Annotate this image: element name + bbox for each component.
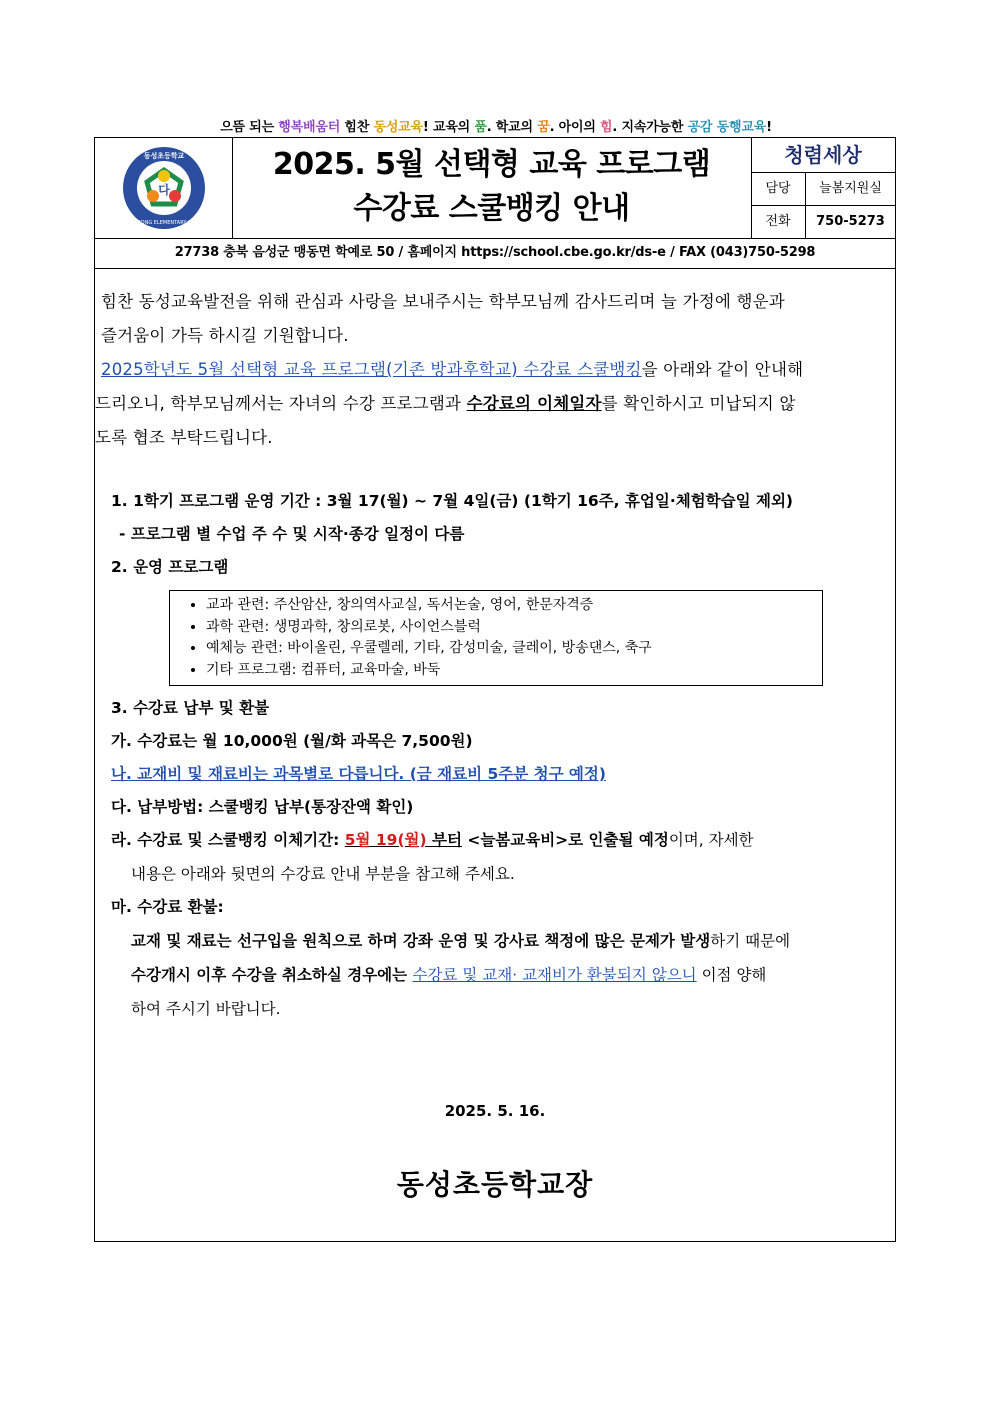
intro-emphasis: 수강료의 이체일자 <box>466 394 602 413</box>
logo-center-text: 다 <box>158 183 170 197</box>
item-ga: 가. 수강료는 월 10,000원 (월/화 과목은 7,500원) <box>111 732 473 750</box>
item-na-text: 나. 교재비 및 재료비는 과목별로 다릅니다. (금 재료비 5주분 청구 예정) <box>111 765 606 783</box>
program-item: • 과학 관련: 생명과학, 창의로봇, 사이언스블럭 <box>206 617 822 639</box>
intro-line: 즐거움이 가득 하시길 기원합니다. <box>101 326 349 345</box>
slogan-text: ! 교육의 <box>422 120 475 135</box>
slogan-text: 힘 <box>600 120 613 135</box>
address-line: 27738 충북 음성군 맹동면 학예로 50 / 홈페이지 https://school.cbe.go.kr/ds-e / FAX (043)750-5298 <box>95 238 895 269</box>
payment-start-date: 5월 19(월) <box>344 831 427 849</box>
slogan-text: 동성교육 <box>373 120 423 135</box>
integrity-brand <box>751 138 895 173</box>
contact-key: 담당 <box>751 173 806 205</box>
item-ra <box>95 824 895 857</box>
slogan-text: 힘찬 <box>340 120 374 135</box>
logo-bottom-text: DONGSEONG ELEMENTARY SCHOOL <box>118 220 210 226</box>
slogan-text: 으뜸 되는 <box>220 120 279 135</box>
contact-row <box>751 173 895 206</box>
item-ra-text: <늘봄교육비>로 인출될 예정 <box>461 831 669 849</box>
item-ra-line2: 내용은 아래와 뒷면의 수강료 안내 부분을 참고해 주세요. <box>131 865 515 883</box>
contact-value: 750-5273 <box>816 214 885 229</box>
refund-text: 이점 양해 <box>696 966 767 984</box>
document-frame <box>94 137 896 1242</box>
section-1: 1. 1학기 프로그램 운영 기간 : 3월 17(월) ~ 7월 4일(금) (1학기 16주, 휴업일·체험학습일 제외) <box>111 492 793 510</box>
intro-line <box>95 387 889 421</box>
slogan-text: 공감 동행교육 <box>687 120 767 135</box>
slogan-text: 품 <box>474 120 487 135</box>
intro-highlight: 2025학년도 5월 선택형 교육 프로그램(기존 방과후학교) 수강료 스쿨뱅킹 <box>101 360 642 379</box>
program-item: • 예체능 관련: 바이올린, 우쿨렐레, 기타, 감성미술, 클레이, 방송댄스, 축구 <box>206 638 822 660</box>
program-list <box>170 595 822 681</box>
intro-text: 을 아래와 같이 안내해 <box>641 360 804 379</box>
program-item: • 기타 프로그램: 컴퓨터, 교육마술, 바둑 <box>206 660 822 682</box>
principal-signature: 동성초등학교장 <box>396 1168 594 1201</box>
slogan-text: ! <box>766 120 772 135</box>
contact-value: 늘봄지원실 <box>819 181 882 196</box>
school-logo-icon <box>95 138 232 238</box>
refund-text: 교재 및 재료는 선구입을 원칙으로 하며 강좌 운영 및 강사료 책정에 많은 문제가 발생 <box>131 932 711 950</box>
item-ra-text: 부터 <box>426 831 462 849</box>
intro-text: 를 확인하시고 미납되지 않 <box>601 394 796 413</box>
slogan <box>0 116 992 135</box>
intro-line: 도록 협조 부탁드립니다. <box>95 428 273 447</box>
slogan-text: . 아이의 <box>549 120 601 135</box>
document-body <box>95 269 895 1026</box>
item-da: 다. 납부방법: 스쿨뱅킹 납부(통장잔액 확인) <box>111 798 414 816</box>
header <box>95 138 895 239</box>
refund-text: 하기 때문에 <box>710 932 791 950</box>
brand-text: 청렴세상 <box>784 143 862 167</box>
logo-top-text: 동성초등학교 <box>143 152 185 160</box>
item-ra-text: 이며, 자세한 <box>668 831 754 849</box>
slogan-text: 꿈 <box>537 120 550 135</box>
intro-line: 힘찬 동성교육발전을 위해 관심과 사랑을 보내주시는 학부모님께 감사드리며 늘 가정에 행운과 <box>101 292 785 311</box>
slogan-text: 행복배움터 <box>278 120 341 135</box>
contact-key: 전화 <box>751 206 806 239</box>
item-ma: 마. 수강료 환불: <box>111 898 224 916</box>
document-date: 2025. 5. 16. <box>444 1102 546 1120</box>
contact-cell <box>751 138 895 238</box>
title-line-2: 수강료 스쿨뱅킹 안내 <box>353 191 630 226</box>
slogan-text: . 지속가능한 <box>612 120 688 135</box>
slogan-text: . 학교의 <box>486 120 538 135</box>
section-3: 3. 수강료 납부 및 환불 <box>111 699 270 717</box>
intro-line <box>95 353 895 387</box>
refund-text: 수강개시 이후 수강을 취소하실 경우에는 <box>131 966 413 984</box>
title-cell <box>232 138 752 238</box>
contact-row <box>751 206 895 239</box>
logo-cell <box>95 138 233 238</box>
refund-highlight: 수강료 및 교재· 교재비가 환불되지 않으니 <box>412 966 697 984</box>
item-ra-text: 라. 수강료 및 스쿨뱅킹 이체기간: <box>111 831 345 849</box>
program-box <box>169 590 823 686</box>
program-item: • 교과 관련: 주산암산, 창의역사교실, 독서논술, 영어, 한문자격증 <box>206 595 822 617</box>
title-line-1: 2025. 5월 선택형 교육 프로그램 <box>272 147 711 182</box>
section-2: 2. 운영 프로그램 <box>111 558 229 576</box>
refund-line <box>95 924 895 958</box>
item-na <box>95 758 895 791</box>
refund-line <box>95 958 895 992</box>
section-1-sub: - 프로그램 별 수업 주 수 및 시작·종강 일정이 다름 <box>119 525 465 543</box>
refund-line: 하여 주시기 바랍니다. <box>131 1000 281 1018</box>
intro-text: 드리오니, 학부모님께서는 자녀의 수강 프로그램과 <box>95 394 467 413</box>
